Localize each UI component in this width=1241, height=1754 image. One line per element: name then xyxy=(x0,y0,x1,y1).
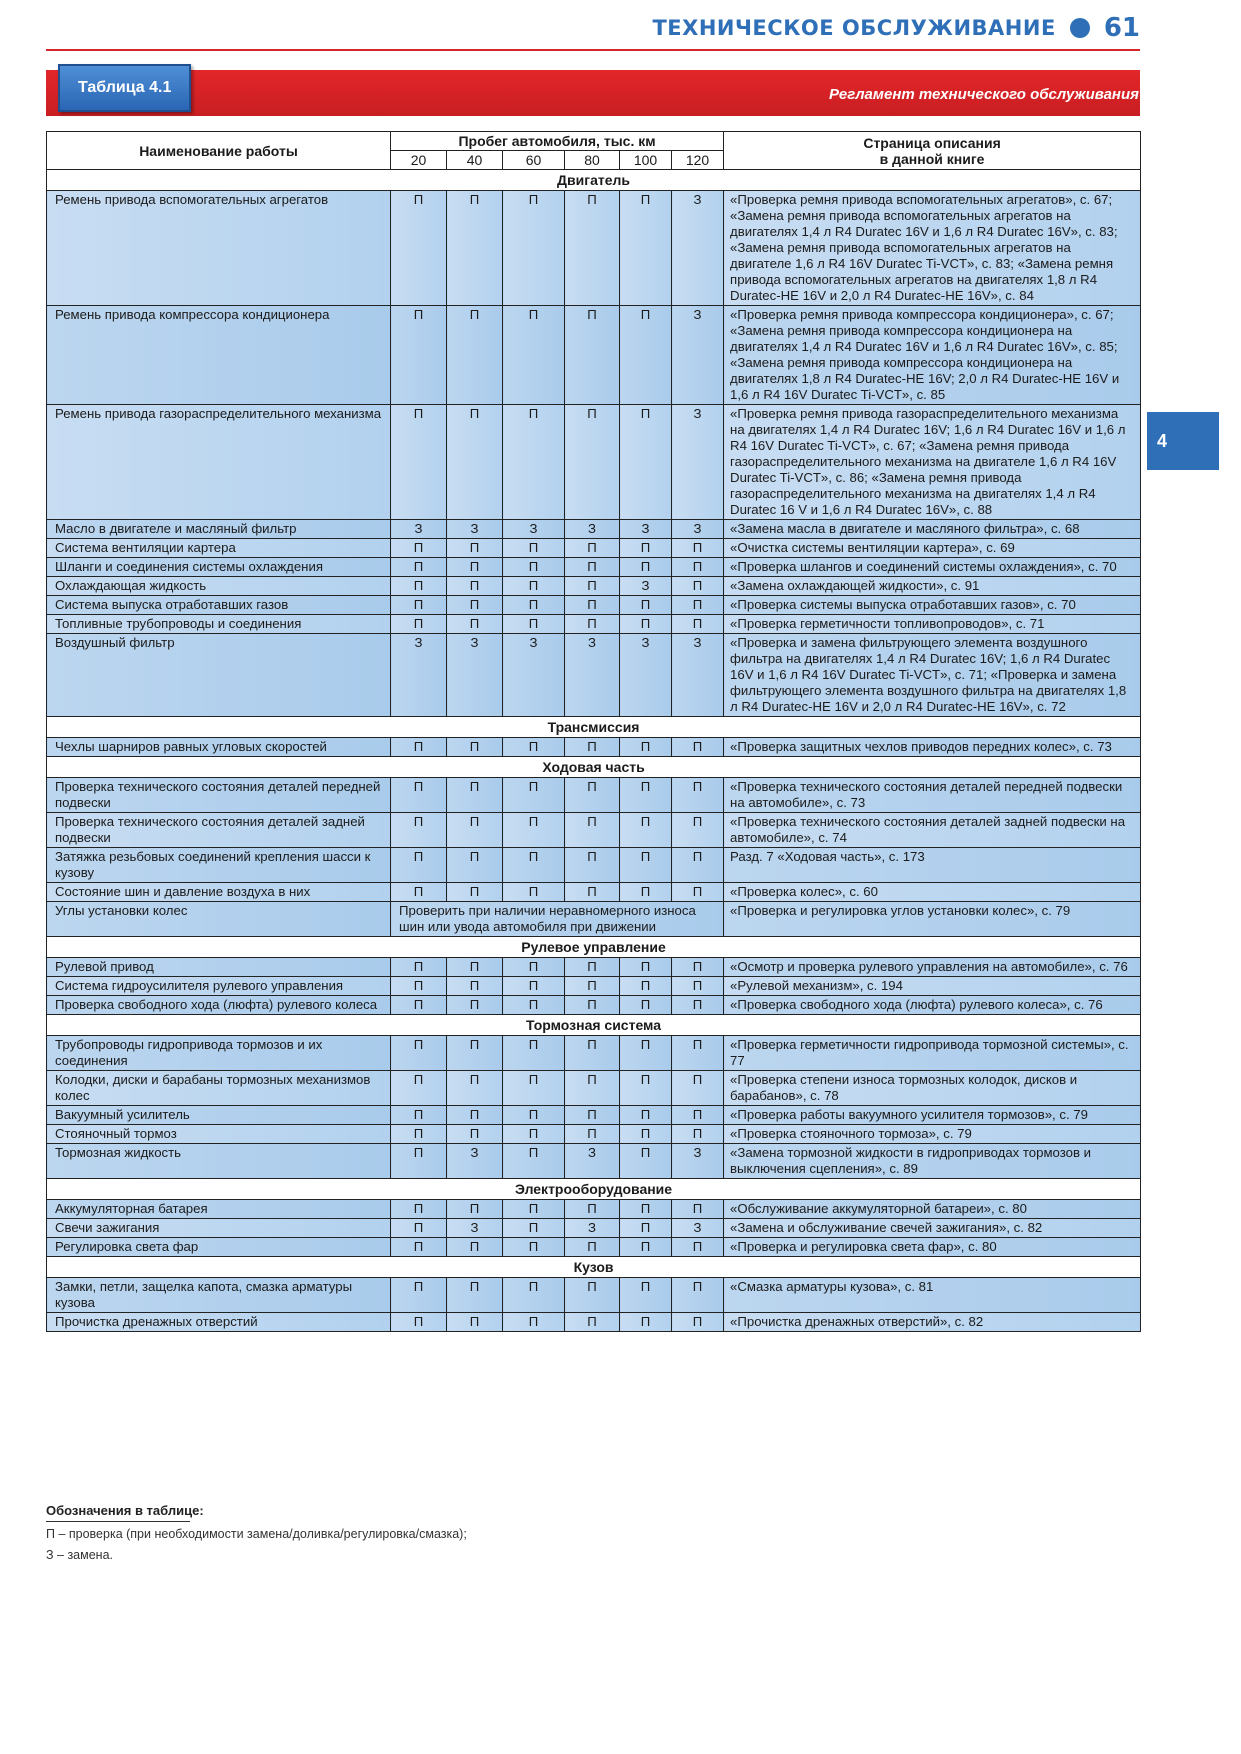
mileage-value: П xyxy=(447,848,503,883)
col-header-page-line2: в данной книге xyxy=(879,150,985,167)
mileage-value: П xyxy=(503,848,565,883)
mileage-value: П xyxy=(620,1219,672,1238)
col-header-mileage: Пробег автомобиля, тыс. км xyxy=(391,132,724,151)
section-row xyxy=(47,170,1141,191)
mileage-value: П xyxy=(503,1238,565,1257)
section-title: Ходовая часть xyxy=(47,757,1141,778)
mileage-value: П xyxy=(391,558,447,577)
table-row xyxy=(47,539,1141,558)
mileage-value: П xyxy=(447,977,503,996)
mileage-value: П xyxy=(391,405,447,520)
mileage-col-header: 80 xyxy=(565,151,620,170)
col-header-page xyxy=(724,132,1141,170)
work-name: Трубопроводы гидропривода тормозов и их соединения xyxy=(47,1036,391,1071)
section-row xyxy=(47,1257,1141,1278)
work-name: Система выпуска отработавших газов xyxy=(47,596,391,615)
mileage-value: П xyxy=(565,1036,620,1071)
mileage-value: П xyxy=(565,405,620,520)
mileage-value: П xyxy=(391,539,447,558)
page-reference: «Осмотр и проверка рулевого управления на автомобиле», с. 76 xyxy=(724,958,1141,977)
mileage-value: П xyxy=(565,958,620,977)
mileage-value: П xyxy=(447,1106,503,1125)
work-name: Проверка технического состояния деталей задней подвески xyxy=(47,813,391,848)
mileage-value: П xyxy=(447,1071,503,1106)
page-reference: «Проверка и замена фильтрующего элемента воздушного фильтра на двигателях 1,4 л R4 Duratec 16V; 1,6 л R4 Duratec 16V и 1,6 л R4 16V Duratec Ti-VCT», с. 71; «Проверка и замена фильтрующего элемента воздушного фильтра на двигателях 1,8 л R4 Duratec-HE 16V и 2,0 л R4 Duratec-HE 16V», с. 72 xyxy=(724,634,1141,717)
mileage-value: З xyxy=(391,520,447,539)
mileage-value: З xyxy=(447,1219,503,1238)
mileage-value: П xyxy=(672,996,724,1015)
work-name: Углы установки колес xyxy=(47,902,391,937)
mileage-value: П xyxy=(672,539,724,558)
table-row xyxy=(47,577,1141,596)
mileage-value: П xyxy=(672,977,724,996)
mileage-value: П xyxy=(447,778,503,813)
mileage-value: П xyxy=(391,191,447,306)
mileage-value: П xyxy=(620,1200,672,1219)
page-reference: «Проверка степени износа тормозных колодок, дисков и барабанов», с. 78 xyxy=(724,1071,1141,1106)
mileage-value: П xyxy=(503,883,565,902)
mileage-value: П xyxy=(447,813,503,848)
mileage-value: П xyxy=(620,958,672,977)
mileage-value: П xyxy=(447,405,503,520)
table-caption: Регламент технического обслуживания xyxy=(829,86,1139,103)
mileage-value: П xyxy=(565,996,620,1015)
page-reference: «Очистка системы вентиляции картера», с. 69 xyxy=(724,539,1141,558)
table-row xyxy=(47,405,1141,520)
mileage-value: П xyxy=(503,778,565,813)
table-row xyxy=(47,1036,1141,1071)
mileage-value: З xyxy=(672,405,724,520)
mileage-value: П xyxy=(565,1106,620,1125)
page-reference: «Проверка свободного хода (люфта) рулевого колеса», с. 76 xyxy=(724,996,1141,1015)
mileage-value: П xyxy=(391,306,447,405)
legend-title: Обозначения в таблице: xyxy=(46,1503,204,1518)
work-name: Свечи зажигания xyxy=(47,1219,391,1238)
mileage-value: П xyxy=(391,1200,447,1219)
page-reference: «Проверка технического состояния деталей задней подвески на автомобиле», с. 74 xyxy=(724,813,1141,848)
mileage-value: З xyxy=(565,520,620,539)
mileage-value: П xyxy=(447,539,503,558)
table-row xyxy=(47,1219,1141,1238)
mileage-value: З xyxy=(503,520,565,539)
chapter-tab: 4 xyxy=(1147,412,1219,470)
mileage-value: П xyxy=(672,778,724,813)
mileage-value: З xyxy=(503,634,565,717)
work-name: Аккумуляторная батарея xyxy=(47,1200,391,1219)
mileage-value: П xyxy=(447,1238,503,1257)
work-name: Чехлы шарниров равных угловых скоростей xyxy=(47,738,391,757)
mileage-value: П xyxy=(565,1313,620,1332)
mileage-value: П xyxy=(672,1278,724,1313)
mileage-value: З xyxy=(672,191,724,306)
mileage-value: З xyxy=(391,634,447,717)
section-title: Трансмиссия xyxy=(47,717,1141,738)
mileage-value: П xyxy=(620,738,672,757)
work-name: Система вентиляции картера xyxy=(47,539,391,558)
mileage-value: П xyxy=(447,615,503,634)
legend xyxy=(46,1500,467,1566)
mileage-value: П xyxy=(503,1071,565,1106)
mileage-value: П xyxy=(620,405,672,520)
table-row xyxy=(47,1200,1141,1219)
mileage-value: П xyxy=(503,813,565,848)
mileage-value: П xyxy=(672,1313,724,1332)
page-reference: «Замена и обслуживание свечей зажигания», с. 82 xyxy=(724,1219,1141,1238)
page-reference: «Проверка герметичности топливопроводов», с. 71 xyxy=(724,615,1141,634)
page-header xyxy=(600,8,1140,48)
mileage-value: П xyxy=(620,1238,672,1257)
section-title: Рулевое управление xyxy=(47,937,1141,958)
mileage-value: П xyxy=(447,1313,503,1332)
mileage-value: П xyxy=(620,1106,672,1125)
table-row xyxy=(47,558,1141,577)
table-row xyxy=(47,520,1141,539)
mileage-value: З xyxy=(565,1219,620,1238)
table-row xyxy=(47,1278,1141,1313)
table-row xyxy=(47,1313,1141,1332)
work-name: Охлаждающая жидкость xyxy=(47,577,391,596)
mileage-value: П xyxy=(565,813,620,848)
header-title: ТЕХНИЧЕСКОЕ ОБСЛУЖИВАНИЕ xyxy=(652,16,1056,40)
mileage-value: З xyxy=(565,634,620,717)
mileage-value: П xyxy=(391,977,447,996)
mileage-value: П xyxy=(620,883,672,902)
header-dot-icon xyxy=(1070,18,1090,38)
col-header-work: Наименование работы xyxy=(47,132,391,170)
mileage-value: П xyxy=(391,577,447,596)
mileage-value: П xyxy=(447,1200,503,1219)
mileage-value: П xyxy=(503,1036,565,1071)
mileage-value: П xyxy=(672,958,724,977)
mileage-value: П xyxy=(565,306,620,405)
mileage-value: П xyxy=(391,738,447,757)
mileage-value: П xyxy=(620,1036,672,1071)
page-reference: «Проверка и регулировка углов установки колес», с. 79 xyxy=(724,902,1141,937)
table-row xyxy=(47,848,1141,883)
mileage-value: З xyxy=(672,634,724,717)
mileage-value: П xyxy=(391,1071,447,1106)
mileage-value: П xyxy=(565,778,620,813)
mileage-value: П xyxy=(391,813,447,848)
mileage-value: П xyxy=(565,883,620,902)
mileage-value: П xyxy=(620,306,672,405)
mileage-value: П xyxy=(565,558,620,577)
mileage-value: П xyxy=(620,191,672,306)
mileage-col-header: 100 xyxy=(620,151,672,170)
table-row xyxy=(47,883,1141,902)
mileage-value: П xyxy=(503,191,565,306)
mileage-value: П xyxy=(391,1219,447,1238)
page-reference: «Проверка системы выпуска отработавших газов», с. 70 xyxy=(724,596,1141,615)
mileage-value: П xyxy=(672,1238,724,1257)
mileage-value: П xyxy=(447,738,503,757)
legend-item: П – проверка (при необходимости замена/доливка/регулировка/смазка); xyxy=(46,1527,467,1541)
work-name: Шланги и соединения системы охлаждения xyxy=(47,558,391,577)
section-row xyxy=(47,1015,1141,1036)
legend-rule xyxy=(46,1521,190,1522)
mileage-value: З xyxy=(565,1144,620,1179)
page-reference: «Обслуживание аккумуляторной батареи», с. 80 xyxy=(724,1200,1141,1219)
mileage-value: П xyxy=(503,1219,565,1238)
mileage-value: П xyxy=(391,1106,447,1125)
mileage-value: П xyxy=(672,1125,724,1144)
page-reference: «Замена тормозной жидкости в гидроприводах тормозов и выключения сцепления», с. 89 xyxy=(724,1144,1141,1179)
mileage-value: П xyxy=(391,1278,447,1313)
table-row xyxy=(47,977,1141,996)
work-name: Тормозная жидкость xyxy=(47,1144,391,1179)
page-reference: Разд. 7 «Ходовая часть», с. 173 xyxy=(724,848,1141,883)
work-name: Ремень привода вспомогательных агрегатов xyxy=(47,191,391,306)
mileage-value: П xyxy=(503,1144,565,1179)
work-name: Проверка свободного хода (люфта) рулевого колеса xyxy=(47,996,391,1015)
mileage-value: П xyxy=(503,615,565,634)
maintenance-table xyxy=(46,131,1141,1332)
table-row xyxy=(47,1125,1141,1144)
mileage-value: П xyxy=(447,306,503,405)
mileage-value: П xyxy=(503,1278,565,1313)
mileage-value: П xyxy=(565,539,620,558)
legend-item: З – замена. xyxy=(46,1548,114,1562)
mileage-value: З xyxy=(620,634,672,717)
table-row xyxy=(47,615,1141,634)
page-number: 61 xyxy=(1103,13,1140,43)
table-row xyxy=(47,1238,1141,1257)
table-row xyxy=(47,1144,1141,1179)
work-name: Состояние шин и давление воздуха в них xyxy=(47,883,391,902)
mileage-value: З xyxy=(447,520,503,539)
work-name: Рулевой привод xyxy=(47,958,391,977)
table-row xyxy=(47,1106,1141,1125)
mileage-value: П xyxy=(503,577,565,596)
mileage-value: П xyxy=(391,1238,447,1257)
work-name: Вакуумный усилитель xyxy=(47,1106,391,1125)
mileage-value: З xyxy=(620,520,672,539)
page-reference: «Проверка и регулировка света фар», с. 80 xyxy=(724,1238,1141,1257)
section-row xyxy=(47,937,1141,958)
mileage-value: П xyxy=(620,813,672,848)
page-reference: «Замена масла в двигателе и масляного фильтра», с. 68 xyxy=(724,520,1141,539)
mileage-value: П xyxy=(620,996,672,1015)
table-row xyxy=(47,738,1141,757)
mileage-value: П xyxy=(672,1071,724,1106)
mileage-value: П xyxy=(620,558,672,577)
page-reference: «Проверка ремня привода компрессора кондиционера», с. 67; «Замена ремня привода компрессора кондиционера на двигателях 1,4 л R4 Duratec 16V и 1,6 л R4 Duratec 16V», с. 85; «Замена ремня привода компрессора кондиционера на двигателях 1,8 л R4 Duratec-HE 16V; 2,0 л R4 Duratec-HE 16V и 1,6 л R4 16V Duratec Ti-VCT», с. 85 xyxy=(724,306,1141,405)
mileage-value: З xyxy=(447,634,503,717)
page-reference: «Смазка арматуры кузова», с. 81 xyxy=(724,1278,1141,1313)
mileage-value: П xyxy=(391,778,447,813)
page-reference: «Проверка герметичности гидропривода тормозной системы», с. 77 xyxy=(724,1036,1141,1071)
page-reference: «Проверка защитных чехлов приводов передних колес», с. 73 xyxy=(724,738,1141,757)
mileage-value: П xyxy=(447,958,503,977)
mileage-value: П xyxy=(391,996,447,1015)
table-row xyxy=(47,596,1141,615)
mileage-value: П xyxy=(565,738,620,757)
mileage-value: П xyxy=(672,883,724,902)
mileage-value: З xyxy=(672,1219,724,1238)
mileage-value: П xyxy=(503,306,565,405)
mileage-value: П xyxy=(620,539,672,558)
table-row xyxy=(47,902,1141,937)
page-reference: «Проверка шлангов и соединений системы охлаждения», с. 70 xyxy=(724,558,1141,577)
table-row xyxy=(47,778,1141,813)
mileage-value: П xyxy=(503,996,565,1015)
page-reference: «Рулевой механизм», с. 194 xyxy=(724,977,1141,996)
page-reference: «Проверка стояночного тормоза», с. 79 xyxy=(724,1125,1141,1144)
mileage-value: П xyxy=(503,405,565,520)
mileage-value: П xyxy=(391,1313,447,1332)
mileage-value: П xyxy=(672,738,724,757)
mileage-value: П xyxy=(565,191,620,306)
mileage-value: П xyxy=(565,577,620,596)
mileage-value: П xyxy=(503,958,565,977)
mileage-value: П xyxy=(447,1036,503,1071)
work-name: Ремень привода компрессора кондиционера xyxy=(47,306,391,405)
page-reference: «Проверка колес», с. 60 xyxy=(724,883,1141,902)
mileage-col-header: 60 xyxy=(503,151,565,170)
mileage-value: П xyxy=(620,596,672,615)
mileage-value: П xyxy=(565,1125,620,1144)
mileage-value: П xyxy=(447,883,503,902)
work-name: Затяжка резьбовых соединений крепления шасси к кузову xyxy=(47,848,391,883)
mileage-value: П xyxy=(565,848,620,883)
mileage-value: П xyxy=(447,1125,503,1144)
mileage-value: П xyxy=(620,1278,672,1313)
mileage-value: П xyxy=(391,596,447,615)
mileage-value: З xyxy=(672,1144,724,1179)
mileage-value: П xyxy=(503,1125,565,1144)
page-reference: «Проверка ремня привода вспомогательных агрегатов», с. 67; «Замена ремня привода вспомогательных агрегатов на двигателях 1,4 л R4 Duratec 16V и 1,6 л R4 Duratec 16V», с. 83; «Замена ремня привода вспомогательных агрегатов на двигателе 1,6 л R4 16V Duratec Ti-VCT», с. 83; «Замена ремня привода вспомогательных агрегатов на двигателях 1,8 л R4 Duratec-HE 16V и 2,0 л R4 Duratec-HE 16V», с. 84 xyxy=(724,191,1141,306)
page-reference: «Прочистка дренажных отверстий», с. 82 xyxy=(724,1313,1141,1332)
table-row xyxy=(47,996,1141,1015)
mileage-value: П xyxy=(391,958,447,977)
mileage-value: П xyxy=(672,813,724,848)
work-name: Прочистка дренажных отверстий xyxy=(47,1313,391,1332)
mileage-value: З xyxy=(672,306,724,405)
table-row xyxy=(47,958,1141,977)
mileage-value: П xyxy=(565,1071,620,1106)
mileage-value: З xyxy=(620,577,672,596)
work-name: Масло в двигателе и масляный фильтр xyxy=(47,520,391,539)
mileage-value: П xyxy=(565,1278,620,1313)
mileage-value: П xyxy=(672,558,724,577)
table-row xyxy=(47,634,1141,717)
mileage-value: П xyxy=(620,848,672,883)
section-title: Тормозная система xyxy=(47,1015,1141,1036)
work-name: Система гидроусилителя рулевого управления xyxy=(47,977,391,996)
mileage-value: П xyxy=(620,778,672,813)
mileage-value: П xyxy=(620,1125,672,1144)
table-tag: Таблица 4.1 xyxy=(58,64,191,112)
mileage-value: П xyxy=(447,996,503,1015)
mileage-value: П xyxy=(391,1144,447,1179)
work-name: Ремень привода газораспределительного механизма xyxy=(47,405,391,520)
mileage-value: П xyxy=(620,1071,672,1106)
mileage-value: З xyxy=(447,1144,503,1179)
mileage-value: П xyxy=(447,558,503,577)
mileage-value: П xyxy=(672,848,724,883)
section-title: Электрооборудование xyxy=(47,1179,1141,1200)
mileage-value: П xyxy=(565,1200,620,1219)
page-reference: «Проверка технического состояния деталей передней подвески на автомобиле», с. 73 xyxy=(724,778,1141,813)
mileage-col-header: 120 xyxy=(672,151,724,170)
mileage-value: П xyxy=(503,539,565,558)
mileage-col-header: 20 xyxy=(391,151,447,170)
mileage-value: П xyxy=(447,191,503,306)
mileage-col-header: 40 xyxy=(447,151,503,170)
mileage-value: П xyxy=(503,1200,565,1219)
mileage-value: П xyxy=(620,615,672,634)
mileage-value: П xyxy=(672,577,724,596)
work-name: Стояночный тормоз xyxy=(47,1125,391,1144)
mileage-value: П xyxy=(565,1238,620,1257)
mileage-value: П xyxy=(503,977,565,996)
mileage-value: П xyxy=(447,596,503,615)
mileage-value: З xyxy=(672,520,724,539)
work-name: Проверка технического состояния деталей передней подвески xyxy=(47,778,391,813)
mileage-value: П xyxy=(391,615,447,634)
mileage-value: П xyxy=(672,1036,724,1071)
mileage-value: П xyxy=(391,1125,447,1144)
mileage-value: П xyxy=(391,1036,447,1071)
mileage-value: П xyxy=(391,883,447,902)
mileage-note: Проверить при наличии неравномерного износа шин или увода автомобиля при движении xyxy=(391,902,724,937)
work-name: Топливные трубопроводы и соединения xyxy=(47,615,391,634)
mileage-value: П xyxy=(391,848,447,883)
col-header-page-line1: Страница описания xyxy=(863,134,1001,151)
page-reference: «Замена охлаждающей жидкости», с. 91 xyxy=(724,577,1141,596)
mileage-value: П xyxy=(620,977,672,996)
mileage-value: П xyxy=(672,1200,724,1219)
page-reference: «Проверка ремня привода газораспределительного механизма на двигателях 1,4 л R4 Duratec 16V; 1,6 л R4 Duratec 16V и 1,6 л R4 16V Duratec Ti-VCT», с. 67; «Замена ремня привода газораспределительного механизма на двигателе 1,6 л R4 16V Duratec Ti-VCT», с. 86; «Замена ремня привода газораспределительного механизма на двигателях 1,4 л R4 Duratec 16 V и 1,6 л R4 Duratec 16V», с. 88 xyxy=(724,405,1141,520)
table-row xyxy=(47,813,1141,848)
mileage-value: П xyxy=(503,558,565,577)
mileage-value: П xyxy=(672,1106,724,1125)
mileage-value: П xyxy=(503,1313,565,1332)
section-title: Кузов xyxy=(47,1257,1141,1278)
mileage-value: П xyxy=(620,1144,672,1179)
mileage-value: П xyxy=(565,596,620,615)
mileage-value: П xyxy=(503,738,565,757)
section-row xyxy=(47,757,1141,778)
section-title: Двигатель xyxy=(47,170,1141,191)
page-reference: «Проверка работы вакуумного усилителя тормозов», с. 79 xyxy=(724,1106,1141,1125)
mileage-value: П xyxy=(672,615,724,634)
table-row xyxy=(47,191,1141,306)
mileage-value: П xyxy=(503,1106,565,1125)
mileage-value: П xyxy=(565,977,620,996)
mileage-value: П xyxy=(503,596,565,615)
mileage-value: П xyxy=(672,596,724,615)
work-name: Замки, петли, защелка капота, смазка арматуры кузова xyxy=(47,1278,391,1313)
table-row xyxy=(47,306,1141,405)
work-name: Воздушный фильтр xyxy=(47,634,391,717)
work-name: Колодки, диски и барабаны тормозных механизмов колес xyxy=(47,1071,391,1106)
mileage-value: П xyxy=(620,1313,672,1332)
mileage-value: П xyxy=(565,615,620,634)
mileage-value: П xyxy=(447,1278,503,1313)
mileage-value: П xyxy=(447,577,503,596)
section-row xyxy=(47,717,1141,738)
table-row xyxy=(47,1071,1141,1106)
header-rule xyxy=(46,49,1140,51)
work-name: Регулировка света фар xyxy=(47,1238,391,1257)
section-row xyxy=(47,1179,1141,1200)
